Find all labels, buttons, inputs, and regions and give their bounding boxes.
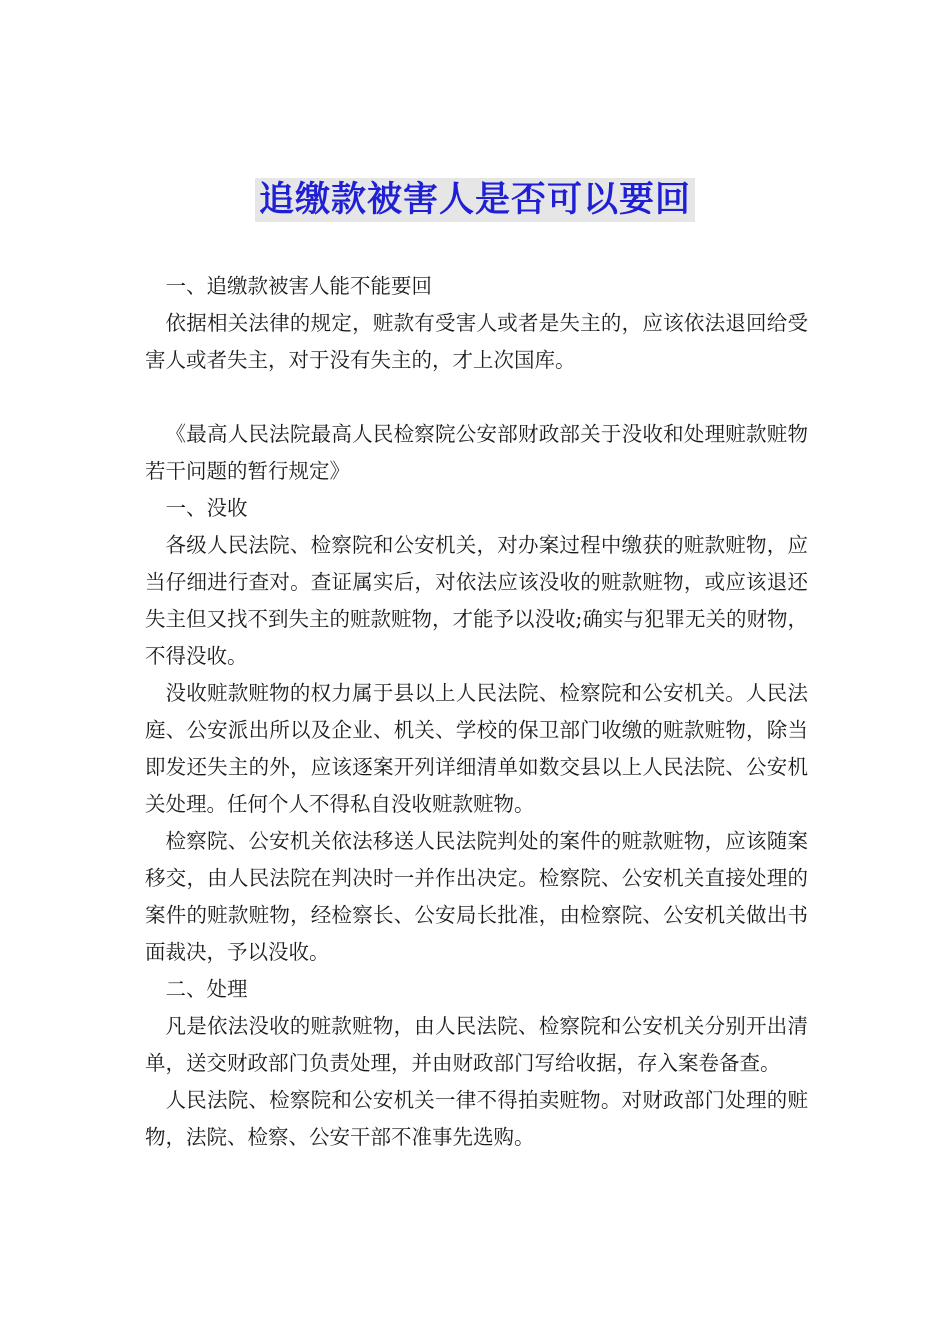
regulation-title: 《最高人民法院最高人民检察院公安部财政部关于没收和处理赃款赃物若干问题的暂行规定》 (145, 422, 808, 483)
section-heading-handling: 二、处理 (165, 977, 248, 1001)
section-heading-1: 一、追缴款被害人能不能要回 (165, 274, 432, 298)
paragraph: 检察院、公安机关依法移送人民法院判处的案件的赃款赃物，应该随案移交，由人民法院在判决时一并作出决定。检察院、公安机关直接处理的案件的赃款赃物，经检察长、公安局长批准，由检察院、公安机关做出书面裁决，予以没收。 (145, 829, 808, 964)
paragraph: 凡是依法没收的赃款赃物，由人民法院、检察院和公安机关分别开出清单，送交财政部门负责处理，并由财政部门写给收据，存入案卷备查。 (145, 1014, 808, 1075)
paragraph: 人民法院、检察院和公安机关一律不得拍卖赃物。对财政部门处理的赃物，法院、检察、公安干部不准事先选购。 (145, 1088, 808, 1149)
paragraph: 各级人民法院、检察院和公安机关，对办案过程中缴获的赃款赃物，应当仔细进行查对。查证属实后，对依法应该没收的赃款赃物，或应该退还失主但又找不到失主的赃款赃物，才能予以没收;确实与犯罪无关的财物，不得没收。 (145, 533, 808, 668)
document-body (145, 268, 808, 1156)
section-heading-confiscation: 一、没收 (165, 496, 248, 520)
document-title: 追缴款被害人是否可以要回 (255, 178, 695, 222)
paragraph: 没收赃款赃物的权力属于县以上人民法院、检察院和公安机关。人民法庭、公安派出所以及企业、机关、学校的保卫部门收缴的赃款赃物，除当即发还失主的外，应该逐案开列详细清单如数交县以上人民法院、公安机关处理。任何个人不得私自没收赃款赃物。 (145, 681, 808, 816)
title-container (0, 178, 950, 222)
paragraph: 依据相关法律的规定，赃款有受害人或者是失主的，应该依法退回给受害人或者失主，对于没有失主的，才上次国库。 (145, 311, 808, 372)
